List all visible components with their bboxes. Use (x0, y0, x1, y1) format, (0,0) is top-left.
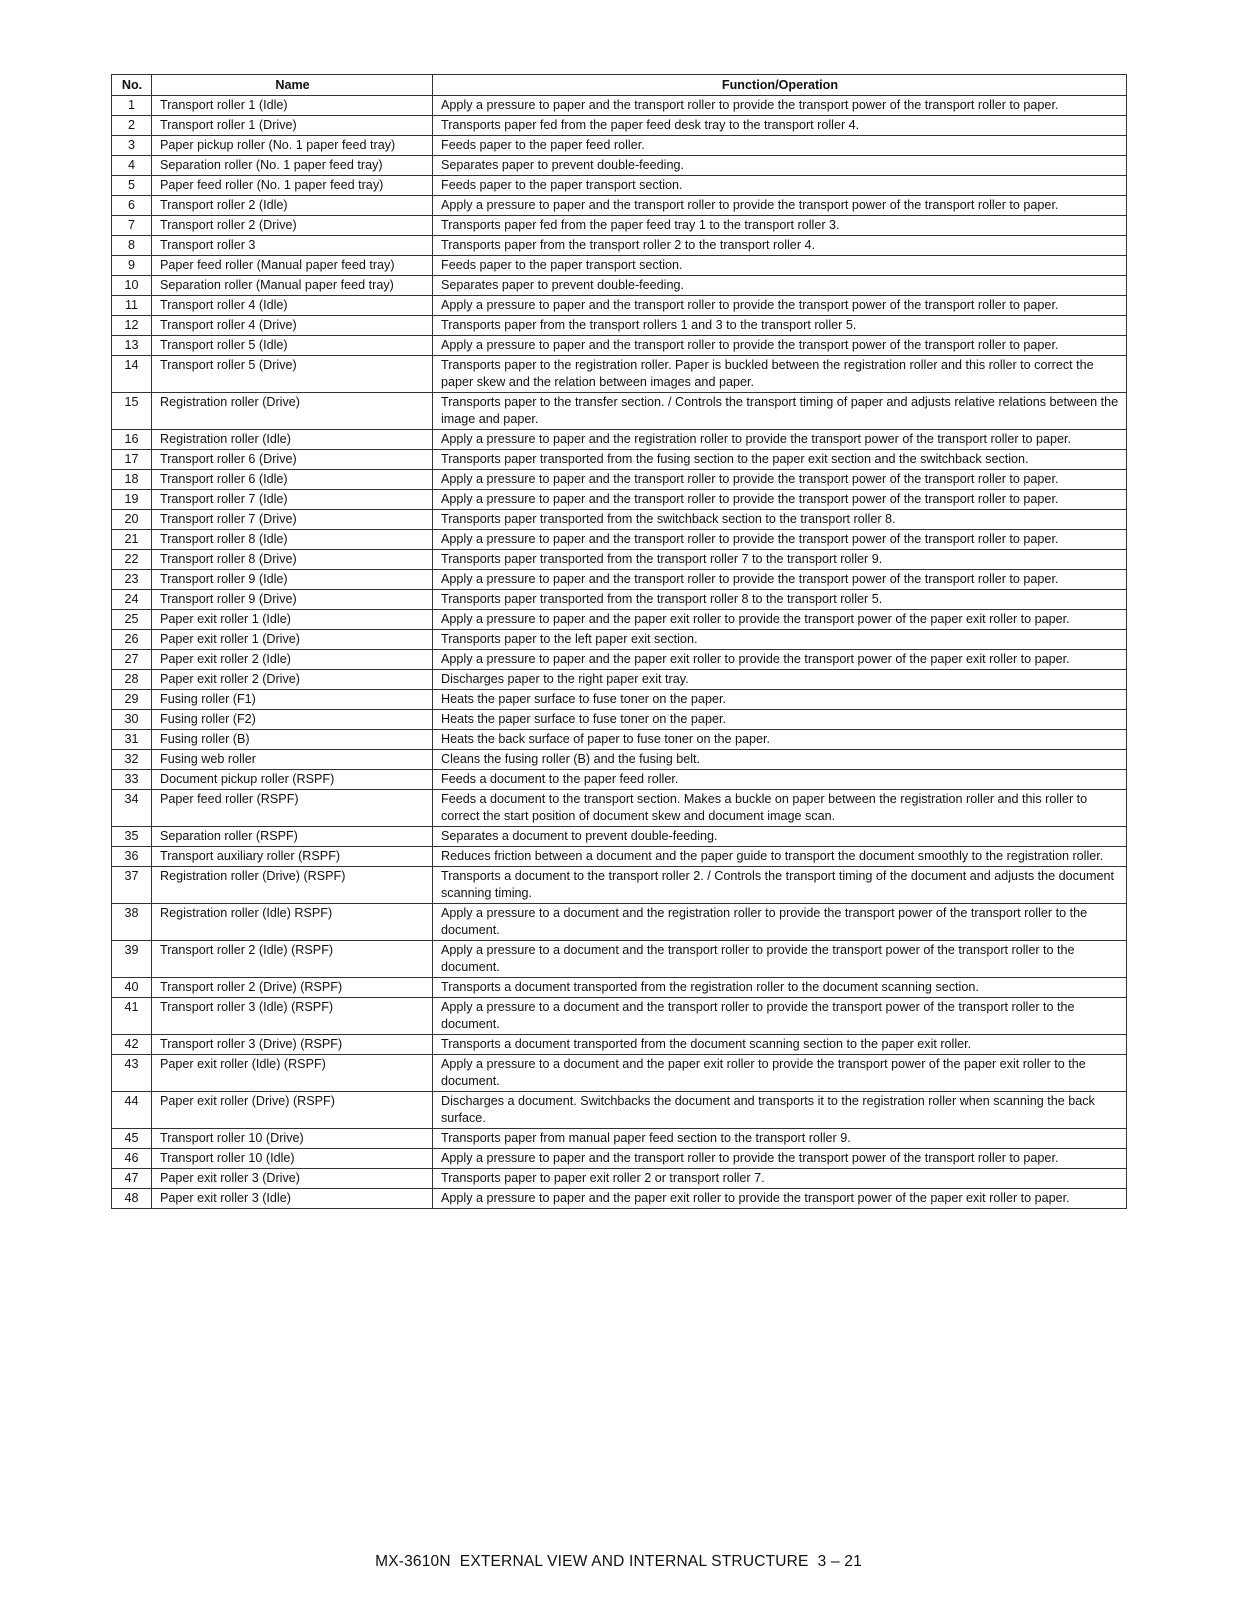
cell-no: 9 (112, 256, 152, 276)
cell-function: Apply a pressure to paper and the transport roller to provide the transport power of the transport roller to paper. (433, 96, 1127, 116)
cell-name: Transport roller 1 (Drive) (152, 116, 433, 136)
table-row (112, 904, 1127, 941)
header-name: Name (152, 75, 433, 96)
cell-no: 48 (112, 1189, 152, 1209)
table-row (112, 490, 1127, 510)
table-row (112, 750, 1127, 770)
cell-no: 39 (112, 941, 152, 978)
table-row (112, 1129, 1127, 1149)
cell-name: Paper exit roller 3 (Idle) (152, 1189, 433, 1209)
cell-function: Separates paper to prevent double-feeding. (433, 276, 1127, 296)
cell-name: Paper exit roller (Idle) (RSPF) (152, 1055, 433, 1092)
table-row (112, 670, 1127, 690)
cell-no: 21 (112, 530, 152, 550)
cell-function: Transports a document transported from the document scanning section to the paper exit roller. (433, 1035, 1127, 1055)
table-row (112, 1092, 1127, 1129)
cell-no: 44 (112, 1092, 152, 1129)
parts-function-table (111, 74, 1127, 1209)
cell-name: Paper exit roller 3 (Drive) (152, 1169, 433, 1189)
cell-function: Apply a pressure to a document and the registration roller to provide the transport power of the transport roller to the document. (433, 904, 1127, 941)
cell-no: 5 (112, 176, 152, 196)
cell-function: Transports paper from manual paper feed section to the transport roller 9. (433, 1129, 1127, 1149)
cell-name: Paper exit roller 2 (Idle) (152, 650, 433, 670)
cell-function: Transports paper fed from the paper feed tray 1 to the transport roller 3. (433, 216, 1127, 236)
table-row (112, 216, 1127, 236)
cell-no: 33 (112, 770, 152, 790)
cell-name: Transport roller 3 (Idle) (RSPF) (152, 998, 433, 1035)
cell-no: 25 (112, 610, 152, 630)
cell-name: Transport roller 3 (Drive) (RSPF) (152, 1035, 433, 1055)
cell-name: Transport roller 2 (Idle) (RSPF) (152, 941, 433, 978)
cell-name: Fusing roller (F1) (152, 690, 433, 710)
cell-name: Document pickup roller (RSPF) (152, 770, 433, 790)
table-row (112, 867, 1127, 904)
cell-function: Cleans the fusing roller (B) and the fusing belt. (433, 750, 1127, 770)
cell-function: Feeds paper to the paper transport section. (433, 256, 1127, 276)
cell-no: 32 (112, 750, 152, 770)
cell-function: Transports paper to the transfer section. / Controls the transport timing of paper and adjusts relative relations between the image and paper. (433, 393, 1127, 430)
page-footer: MX-3610N EXTERNAL VIEW AND INTERNAL STRUCTURE 3 – 21 (375, 1553, 862, 1570)
table-row (112, 590, 1127, 610)
table-row (112, 827, 1127, 847)
cell-function: Apply a pressure to a document and the paper exit roller to provide the transport power of the paper exit roller to the document. (433, 1055, 1127, 1092)
cell-function: Transports paper transported from the fusing section to the paper exit section and the switchback section. (433, 450, 1127, 470)
table-row (112, 941, 1127, 978)
table-row (112, 393, 1127, 430)
cell-name: Registration roller (Drive) (RSPF) (152, 867, 433, 904)
cell-name: Paper exit roller 2 (Drive) (152, 670, 433, 690)
table-row (112, 430, 1127, 450)
cell-function: Apply a pressure to paper and the transport roller to provide the transport power of the transport roller to paper. (433, 196, 1127, 216)
cell-name: Transport roller 8 (Idle) (152, 530, 433, 550)
cell-no: 6 (112, 196, 152, 216)
cell-no: 15 (112, 393, 152, 430)
cell-no: 11 (112, 296, 152, 316)
cell-function: Transports paper from the transport roller 2 to the transport roller 4. (433, 236, 1127, 256)
cell-no: 42 (112, 1035, 152, 1055)
cell-no: 37 (112, 867, 152, 904)
table-row (112, 316, 1127, 336)
table-row (112, 176, 1127, 196)
cell-no: 16 (112, 430, 152, 450)
cell-function: Apply a pressure to paper and the transport roller to provide the transport power of the transport roller to paper. (433, 530, 1127, 550)
table-row (112, 998, 1127, 1035)
cell-name: Transport roller 9 (Drive) (152, 590, 433, 610)
cell-name: Registration roller (Idle) RSPF) (152, 904, 433, 941)
cell-function: Apply a pressure to paper and the registration roller to provide the transport power of the transport roller to paper. (433, 430, 1127, 450)
table-row (112, 256, 1127, 276)
cell-no: 36 (112, 847, 152, 867)
table-row (112, 196, 1127, 216)
table-row (112, 610, 1127, 630)
cell-function: Separates paper to prevent double-feeding. (433, 156, 1127, 176)
cell-no: 24 (112, 590, 152, 610)
cell-function: Apply a pressure to paper and the paper exit roller to provide the transport power of the paper exit roller to paper. (433, 1189, 1127, 1209)
cell-name: Transport roller 1 (Idle) (152, 96, 433, 116)
cell-name: Transport roller 3 (152, 236, 433, 256)
cell-function: Apply a pressure to paper and the paper exit roller to provide the transport power of the paper exit roller to paper. (433, 650, 1127, 670)
cell-name: Paper feed roller (Manual paper feed tray) (152, 256, 433, 276)
table-row (112, 96, 1127, 116)
cell-function: Reduces friction between a document and the paper guide to transport the document smoothly to the registration roller. (433, 847, 1127, 867)
cell-no: 26 (112, 630, 152, 650)
header-function: Function/Operation (433, 75, 1127, 96)
table-row (112, 136, 1127, 156)
cell-function: Transports paper transported from the transport roller 7 to the transport roller 9. (433, 550, 1127, 570)
table-row (112, 550, 1127, 570)
header-no: No. (112, 75, 152, 96)
table-row (112, 790, 1127, 827)
cell-name: Transport roller 7 (Idle) (152, 490, 433, 510)
table-row (112, 276, 1127, 296)
cell-no: 47 (112, 1169, 152, 1189)
cell-name: Transport roller 4 (Drive) (152, 316, 433, 336)
cell-no: 3 (112, 136, 152, 156)
cell-no: 31 (112, 730, 152, 750)
cell-function: Transports paper transported from the switchback section to the transport roller 8. (433, 510, 1127, 530)
cell-name: Separation roller (Manual paper feed tray) (152, 276, 433, 296)
cell-no: 38 (112, 904, 152, 941)
cell-no: 43 (112, 1055, 152, 1092)
cell-function: Transports paper to the left paper exit section. (433, 630, 1127, 650)
cell-function: Separates a document to prevent double-feeding. (433, 827, 1127, 847)
cell-name: Paper exit roller (Drive) (RSPF) (152, 1092, 433, 1129)
cell-name: Registration roller (Drive) (152, 393, 433, 430)
cell-no: 13 (112, 336, 152, 356)
cell-function: Apply a pressure to paper and the transport roller to provide the transport power of the transport roller to paper. (433, 470, 1127, 490)
table-row (112, 296, 1127, 316)
table-body (112, 96, 1127, 1209)
table-row (112, 116, 1127, 136)
table-row (112, 450, 1127, 470)
cell-function: Transports paper transported from the transport roller 8 to the transport roller 5. (433, 590, 1127, 610)
cell-no: 23 (112, 570, 152, 590)
table-row (112, 630, 1127, 650)
cell-no: 7 (112, 216, 152, 236)
table-row (112, 510, 1127, 530)
cell-function: Feeds a document to the transport section. Makes a buckle on paper between the registration roller and this roller to correct the start position of document skew and document image scan. (433, 790, 1127, 827)
cell-no: 28 (112, 670, 152, 690)
cell-no: 8 (112, 236, 152, 256)
cell-function: Heats the paper surface to fuse toner on the paper. (433, 710, 1127, 730)
cell-function: Apply a pressure to paper and the paper exit roller to provide the transport power of the paper exit roller to paper. (433, 610, 1127, 630)
table-row (112, 1035, 1127, 1055)
table-header (112, 75, 1127, 96)
cell-no: 40 (112, 978, 152, 998)
cell-name: Paper exit roller 1 (Idle) (152, 610, 433, 630)
table-row (112, 1055, 1127, 1092)
table-row (112, 847, 1127, 867)
cell-name: Fusing web roller (152, 750, 433, 770)
cell-name: Transport roller 5 (Idle) (152, 336, 433, 356)
cell-function: Transports paper from the transport rollers 1 and 3 to the transport roller 5. (433, 316, 1127, 336)
cell-name: Paper feed roller (RSPF) (152, 790, 433, 827)
header-row (112, 75, 1127, 96)
cell-function: Apply a pressure to a document and the transport roller to provide the transport power of the transport roller to the document. (433, 998, 1127, 1035)
cell-function: Transports paper to the registration roller. Paper is buckled between the registration roller and this roller to correct the paper skew and the relation between images and paper. (433, 356, 1127, 393)
cell-function: Feeds paper to the paper transport section. (433, 176, 1127, 196)
table-row (112, 1189, 1127, 1209)
cell-name: Transport roller 9 (Idle) (152, 570, 433, 590)
cell-function: Heats the paper surface to fuse toner on the paper. (433, 690, 1127, 710)
cell-function: Transports a document transported from the registration roller to the document scanning section. (433, 978, 1127, 998)
cell-name: Transport roller 7 (Drive) (152, 510, 433, 530)
cell-name: Transport auxiliary roller (RSPF) (152, 847, 433, 867)
table-row (112, 356, 1127, 393)
cell-name: Registration roller (Idle) (152, 430, 433, 450)
cell-no: 18 (112, 470, 152, 490)
cell-name: Transport roller 8 (Drive) (152, 550, 433, 570)
cell-function: Feeds paper to the paper feed roller. (433, 136, 1127, 156)
table-row (112, 770, 1127, 790)
cell-name: Fusing roller (B) (152, 730, 433, 750)
document-page (111, 74, 1126, 1209)
cell-no: 17 (112, 450, 152, 470)
cell-function: Feeds a document to the paper feed roller. (433, 770, 1127, 790)
cell-no: 1 (112, 96, 152, 116)
cell-no: 41 (112, 998, 152, 1035)
table-row (112, 530, 1127, 550)
cell-no: 34 (112, 790, 152, 827)
cell-no: 12 (112, 316, 152, 336)
cell-name: Paper feed roller (No. 1 paper feed tray) (152, 176, 433, 196)
cell-name: Transport roller 2 (Idle) (152, 196, 433, 216)
cell-name: Transport roller 4 (Idle) (152, 296, 433, 316)
cell-name: Transport roller 10 (Drive) (152, 1129, 433, 1149)
table-row (112, 730, 1127, 750)
cell-function: Apply a pressure to a document and the transport roller to provide the transport power of the transport roller to the document. (433, 941, 1127, 978)
cell-name: Separation roller (RSPF) (152, 827, 433, 847)
cell-name: Separation roller (No. 1 paper feed tray) (152, 156, 433, 176)
cell-name: Transport roller 5 (Drive) (152, 356, 433, 393)
cell-name: Fusing roller (F2) (152, 710, 433, 730)
table-row (112, 236, 1127, 256)
cell-function: Discharges a document. Switchbacks the document and transports it to the registration roller when scanning the back surface. (433, 1092, 1127, 1129)
table-row (112, 336, 1127, 356)
cell-function: Apply a pressure to paper and the transport roller to provide the transport power of the transport roller to paper. (433, 1149, 1127, 1169)
table-row (112, 1149, 1127, 1169)
cell-function: Transports paper fed from the paper feed desk tray to the transport roller 4. (433, 116, 1127, 136)
cell-no: 29 (112, 690, 152, 710)
cell-no: 30 (112, 710, 152, 730)
table-row (112, 978, 1127, 998)
cell-function: Heats the back surface of paper to fuse toner on the paper. (433, 730, 1127, 750)
cell-function: Transports a document to the transport roller 2. / Controls the transport timing of the document and adjusts the document scanning timing. (433, 867, 1127, 904)
cell-no: 35 (112, 827, 152, 847)
cell-function: Transports paper to paper exit roller 2 or transport roller 7. (433, 1169, 1127, 1189)
cell-no: 10 (112, 276, 152, 296)
cell-no: 19 (112, 490, 152, 510)
cell-function: Apply a pressure to paper and the transport roller to provide the transport power of the transport roller to paper. (433, 296, 1127, 316)
table-row (112, 650, 1127, 670)
cell-function: Apply a pressure to paper and the transport roller to provide the transport power of the transport roller to paper. (433, 336, 1127, 356)
cell-no: 22 (112, 550, 152, 570)
cell-name: Transport roller 6 (Drive) (152, 450, 433, 470)
cell-no: 14 (112, 356, 152, 393)
cell-function: Apply a pressure to paper and the transport roller to provide the transport power of the transport roller to paper. (433, 570, 1127, 590)
cell-name: Paper exit roller 1 (Drive) (152, 630, 433, 650)
cell-name: Paper pickup roller (No. 1 paper feed tray) (152, 136, 433, 156)
cell-name: Transport roller 2 (Drive) (RSPF) (152, 978, 433, 998)
table-row (112, 156, 1127, 176)
cell-no: 45 (112, 1129, 152, 1149)
cell-function: Discharges paper to the right paper exit tray. (433, 670, 1127, 690)
cell-name: Transport roller 10 (Idle) (152, 1149, 433, 1169)
cell-no: 2 (112, 116, 152, 136)
cell-name: Transport roller 6 (Idle) (152, 470, 433, 490)
cell-no: 20 (112, 510, 152, 530)
cell-no: 46 (112, 1149, 152, 1169)
cell-name: Transport roller 2 (Drive) (152, 216, 433, 236)
table-row (112, 690, 1127, 710)
cell-no: 4 (112, 156, 152, 176)
table-row (112, 470, 1127, 490)
table-row (112, 1169, 1127, 1189)
cell-function: Apply a pressure to paper and the transport roller to provide the transport power of the transport roller to paper. (433, 490, 1127, 510)
table-row (112, 710, 1127, 730)
table-row (112, 570, 1127, 590)
cell-no: 27 (112, 650, 152, 670)
